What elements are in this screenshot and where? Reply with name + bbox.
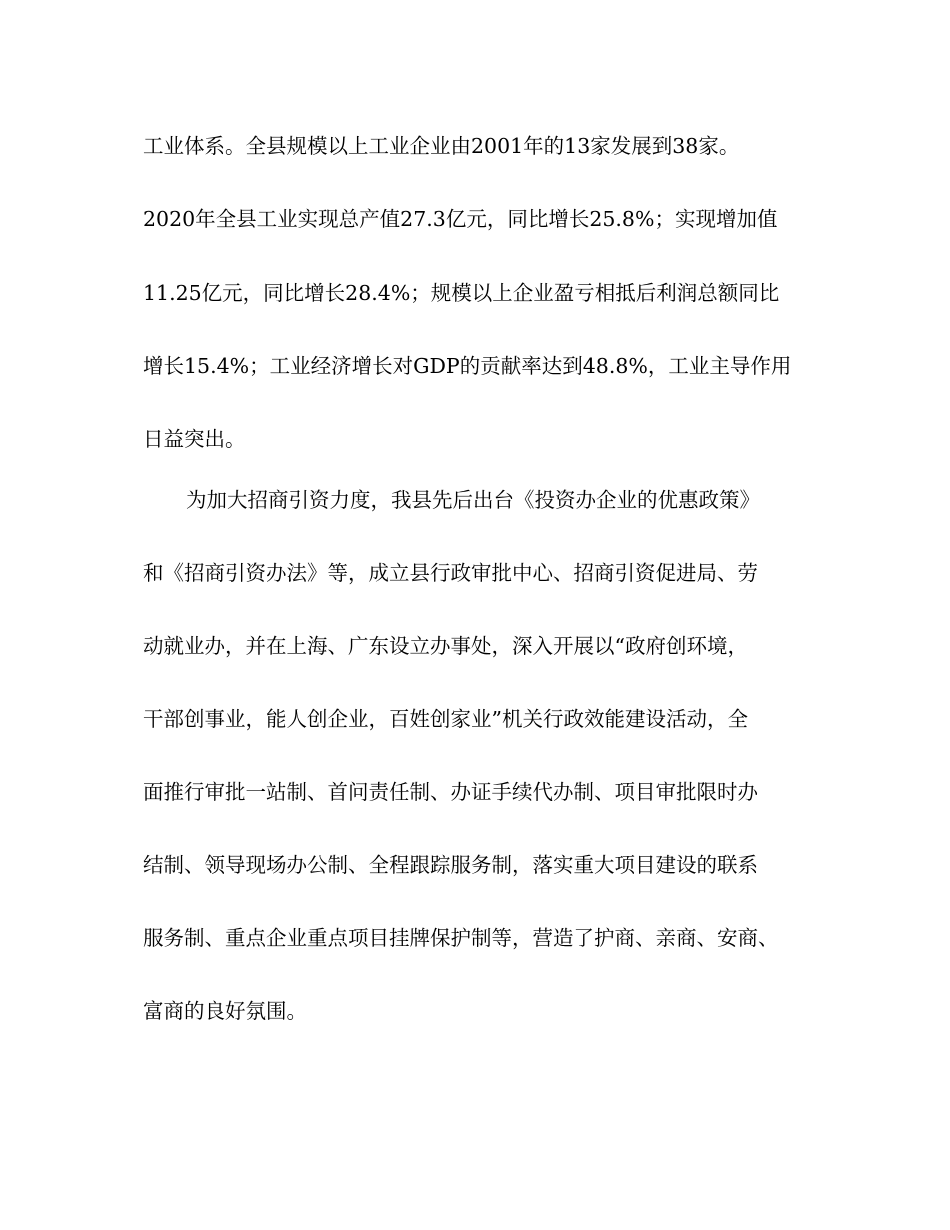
- text-line: 服务制、重点企业重点项目挂牌保护制等，营造了护商、亲商、安商、: [143, 926, 779, 950]
- text-line: 干部创事业，能人创企业，百姓创家业”机关行政效能建设活动，全: [143, 707, 748, 731]
- text-line: 工业体系。全县规模以上工业企业由2001年的13家发展到38家。: [143, 134, 740, 158]
- text-line: 富商的良好氛围。: [143, 999, 307, 1023]
- text-line: 动就业办，并在上海、广东设立办事处，深入开展以“政府创环境，: [143, 634, 748, 658]
- text-line: 增长15.4%；工业经济增长对GDP的贡献率达到48.8%，工业主导作用: [143, 354, 792, 378]
- text-line: 结制、领导现场办公制、全程跟踪服务制，落实重大项目建设的联系: [143, 853, 758, 877]
- text-line: 11.25亿元，同比增长28.4%；规模以上企业盈亏相抵后利润总额同比: [143, 281, 780, 305]
- text-line: 日益突出。: [143, 427, 246, 451]
- text-line: 和《招商引资办法》等，成立县行政审批中心、招商引资促进局、劳: [143, 561, 758, 585]
- text-line: 为加大招商引资力度，我县先后出台《投资办企业的优惠政策》: [186, 488, 760, 512]
- text-line: 面推行审批一站制、首问责任制、办证手续代办制、项目审批限时办: [143, 780, 758, 804]
- text-line: 2020年全县工业实现总产值27.3亿元，同比增长25.8%；实现增加值: [143, 207, 778, 231]
